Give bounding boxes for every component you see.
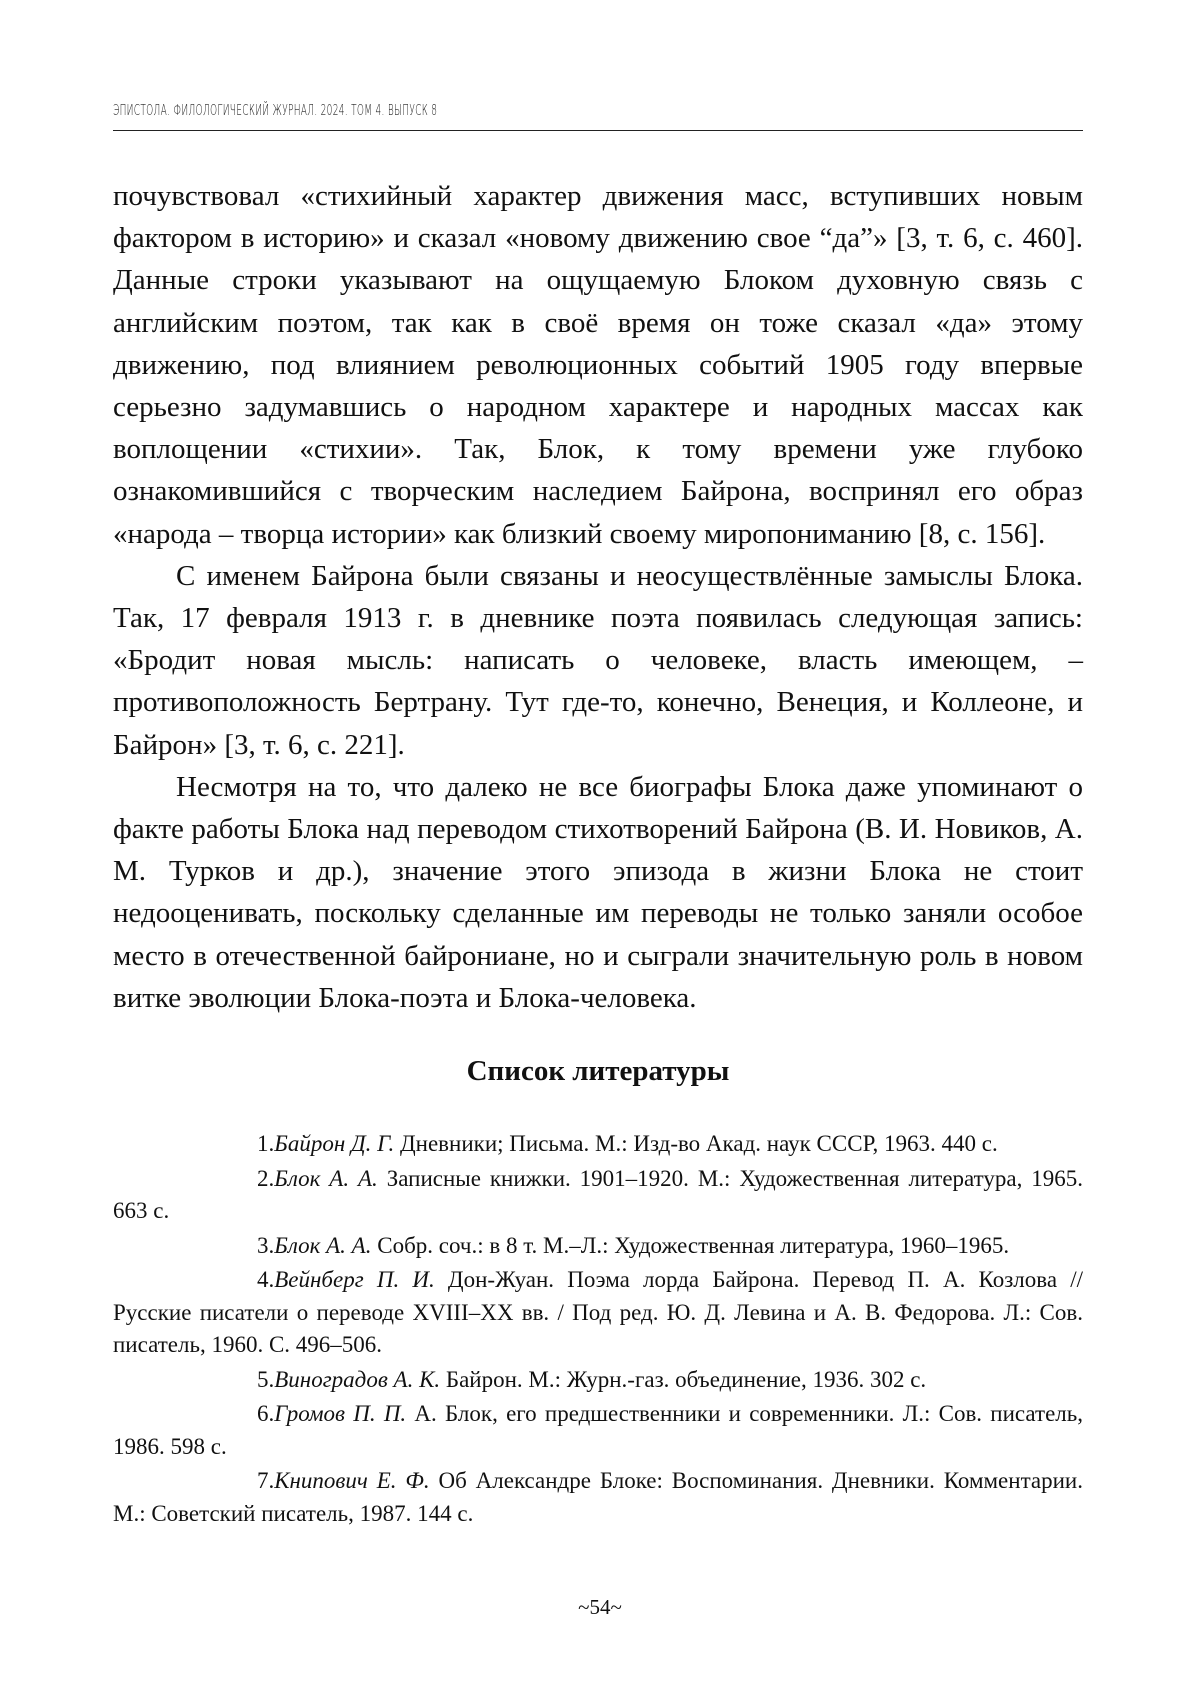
running-header: ЭПИСТОЛА. ФИЛОЛОГИЧЕСКИЙ ЖУРНАЛ. 2024. ТОМ 4. ВЫПУСК 8 [113,101,438,119]
reference-text: Собр. соч.: в 8 т. М.–Л.: Художественная литература, 1960–1965. [371,1232,1010,1258]
reference-author: Громов П. П. [274,1401,407,1426]
reference-text: Байрон. М.: Журн.-газ. объединение, 1936. 302 с. [440,1366,927,1392]
reference-item [113,1364,1083,1397]
reference-number: 7. [257,1468,275,1493]
reference-text: Об Александре Блоке: Воспоминания. Дневники. Комментарии. М.: Советский писатель, 1987. 144 с. [113,1468,1083,1526]
reference-number: 3. [257,1232,275,1258]
reference-author: Виноградов А. К. [274,1366,441,1392]
reference-number: 4. [257,1267,275,1292]
paragraph: С именем Байрона были связаны и неосуществлённые замыслы Блока. Так, 17 февраля 1913 г. в дневнике поэта появилась следующая запись: «Бродит новая мысль: написать о человеке, власть имеющем, – противоположность Бертрану. Тут где-то, конечно, Венеция, и Коллеоне, и Байрон» [3, т. 6, с. 221]. [113,559,1083,761]
reference-number: 1. [257,1131,275,1156]
reference-author: Блок А. А. [274,1232,372,1258]
reference-text: Дневники; Письма. М.: Изд-во Акад. наук СССР, 1963. 440 с. [394,1131,998,1156]
reference-item [113,1128,1083,1161]
reference-number: 6. [257,1401,275,1426]
reference-item [113,1230,1083,1263]
reference-author: Вейнберг П. И. [274,1267,435,1292]
page-number: ~54~ [578,1595,622,1619]
paragraph: почувствовал «стихийный характер движения масс, вступивших новым фактором в историю» и сказал «новому движению свое “да”» [3, т. 6, с. 460]. Данные строки указывают на ощущаемую Блоком духовную связь с английским поэтом, так как в своё время он тоже сказал «да» этому движению, под влиянием революционных событий 1905 году впервые серьезно задумавшись о народном характере и народных массах как воплощении «стихии». Так, Блок, к тому времени уже глубоко ознакомившийся с творческим наследием Байрона, воспринял его образ «народа – творца истории» как близкий своему миропониманию [8, с. 156]. [113,180,1083,550]
paragraph: Несмотря на то, что далеко не все биографы Блока даже упоминают о факте работы Блока над переводом стихотворений Байрона (В. И. Новиков, А. М. Турков и др.), значение этого эпизода в жизни Блока не стоит недооценивать, поскольку сделанные им переводы не только заняли особое место в отечественной байрониане, но и сыграли значительную роль в новом витке эволюции Блока-поэта и Блока-человека. [113,770,1083,1014]
references-list [113,1128,1083,1532]
reference-item [113,1398,1083,1463]
reference-text: А. Блок, его предшественники и современники. Л.: Сов. писатель, 1986. 598 с. [113,1401,1083,1459]
reference-item [113,1264,1083,1362]
reference-item [113,1465,1083,1530]
header-divider [113,130,1083,131]
reference-text: Дон-Жуан. Поэма лорда Байрона. Перевод П. А. Козлова // Русские писатели о переводе XVIII–XX вв. / Под ред. Ю. Д. Левина и А. В. Федорова. Л.: Сов. писатель, 1960. С. 496–506. [113,1267,1084,1357]
reference-item [113,1163,1083,1228]
reference-author: Книпович Е. Ф. [274,1468,430,1493]
reference-number: 5. [257,1366,275,1392]
body-text [113,175,1083,1019]
reference-author: Блок А. А. [274,1165,378,1191]
reference-number: 2. [257,1165,275,1191]
reference-author: Байрон Д. Г. [274,1131,395,1156]
reference-text: Записные книжки. 1901–1920. М.: Художественная литература, 1965. 663 с. [113,1165,1084,1223]
references-heading: Список литературы [466,1055,730,1087]
